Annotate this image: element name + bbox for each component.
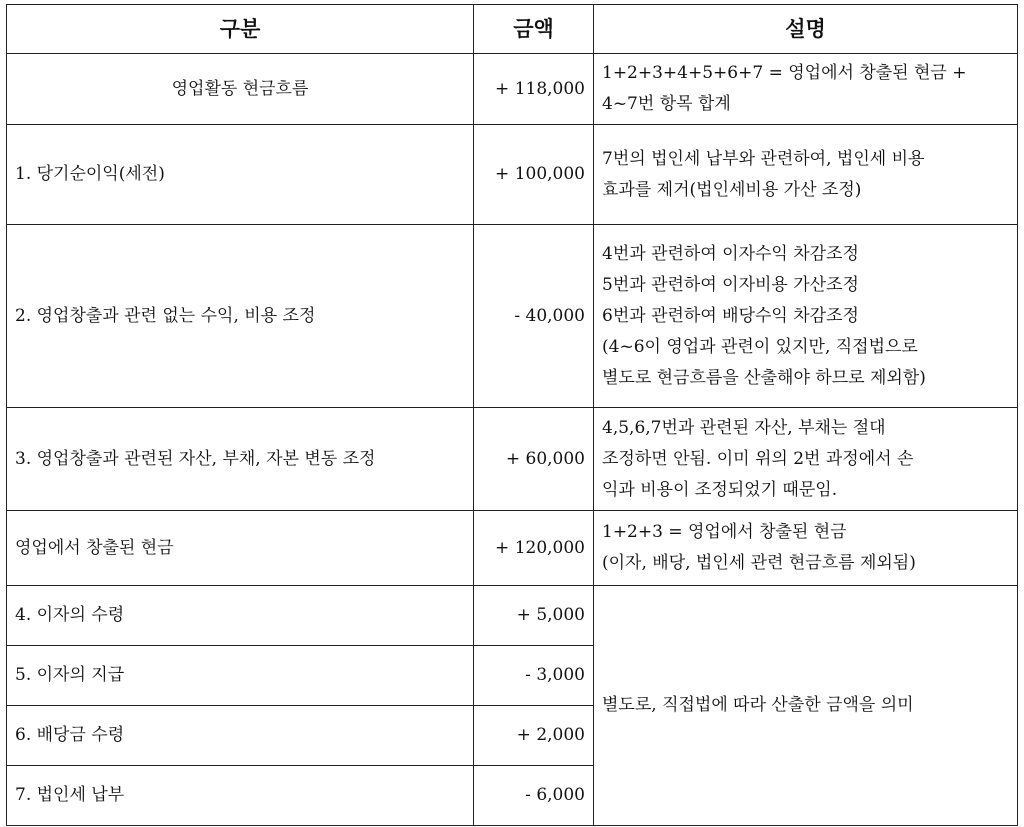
description-line: 5번과 관련하여 이자비용 가산조정 (602, 274, 859, 295)
header-category: 구분 (7, 5, 474, 54)
description-line: (4~6이 영업과 관련이 있지만, 직접법으로 (602, 336, 918, 357)
row-label: 2. 영업창출과 관련 없는 수익, 비용 조정 (7, 225, 474, 408)
row-label: 영업에서 창출된 현금 (7, 511, 474, 586)
description-line: 4,5,6,7번과 관련된 자산, 부채는 절대 (602, 417, 886, 438)
table-header-row (7, 5, 1018, 54)
description-line: 4~7번 항목 합계 (602, 94, 731, 114)
header-description: 설명 (594, 5, 1018, 54)
table-row (7, 54, 1018, 125)
row-description (594, 125, 1018, 225)
description-line: 익과 비용이 조정되었기 때문임. (602, 479, 838, 500)
row-amount: + 5,000 (474, 586, 594, 646)
description-line: 별도로 현금흐름을 산출해야 하므로 제외함) (602, 367, 926, 388)
table-row (7, 408, 1018, 511)
description-line: 조정하면 안됨. 이미 위의 2번 과정에서 손 (602, 448, 914, 469)
row-amount: - 3,000 (474, 646, 594, 706)
row-amount: - 40,000 (474, 225, 594, 408)
row-label: 영업활동 현금흐름 (7, 54, 474, 125)
row-amount: + 100,000 (474, 125, 594, 225)
row-label: 7. 법인세 납부 (7, 766, 474, 826)
description-line: 1+2+3+4+5+6+7 = 영업에서 창출된 현금 + (602, 63, 967, 83)
row-amount: + 120,000 (474, 511, 594, 586)
description-line: 4번과 관련하여 이자수익 차감조정 (602, 243, 859, 264)
description-line: 1+2+3 = 영업에서 창출된 현금 (602, 522, 847, 542)
row-amount: + 60,000 (474, 408, 594, 511)
table-row (7, 586, 1018, 646)
table-row (7, 511, 1018, 586)
row-amount: - 6,000 (474, 766, 594, 826)
row-label: 6. 배당금 수령 (7, 706, 474, 766)
description-line: 7번의 법인세 납부와 관련하여, 법인세 비용 (602, 148, 925, 169)
row-description (594, 225, 1018, 408)
row-label: 1. 당기순이익(세전) (7, 125, 474, 225)
description-line: (이자, 배당, 법인세 관련 현금흐름 제외됨) (602, 553, 916, 573)
table-row (7, 225, 1018, 408)
row-amount: + 2,000 (474, 706, 594, 766)
row-description (594, 54, 1018, 125)
row-label: 5. 이자의 지급 (7, 646, 474, 706)
row-amount: + 118,000 (474, 54, 594, 125)
row-label: 3. 영업창출과 관련된 자산, 부채, 자본 변동 조정 (7, 408, 474, 511)
cash-flow-table (6, 4, 1018, 826)
row-label: 4. 이자의 수령 (7, 586, 474, 646)
row-description (594, 408, 1018, 511)
row-description (594, 511, 1018, 586)
description-line: 6번과 관련하여 배당수익 차감조정 (602, 305, 859, 326)
merged-description: 별도로, 직접법에 따라 산출한 금액을 의미 (594, 586, 1018, 826)
table-row (7, 125, 1018, 225)
header-amount: 금액 (474, 5, 594, 54)
description-line: 효과를 제거(법인세비용 가산 조정) (602, 179, 862, 200)
